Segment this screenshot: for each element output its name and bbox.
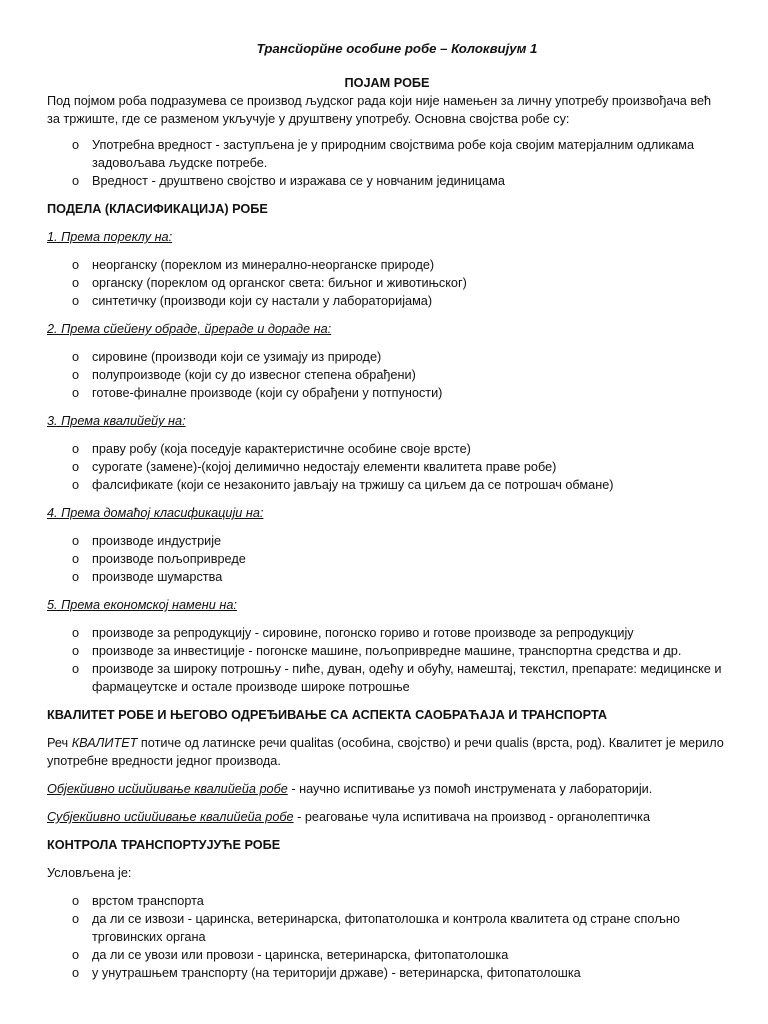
list-economic: [47, 624, 727, 696]
list-item: o у унутрашњем транспорту (на територији државе) - ветеринарска, фитопатолошка: [72, 966, 581, 980]
bullet-icon: o: [72, 386, 80, 400]
list-control: [47, 892, 727, 982]
bullet-icon: o: [72, 174, 80, 188]
section-heading-concept: ПОЈАМ РОБЕ: [344, 76, 430, 90]
bullet-icon: o: [72, 894, 80, 908]
bullet-icon: o: [72, 626, 80, 640]
bullet-icon: o: [72, 460, 80, 474]
list-item: o Употребна вредност - заступљена је у природним својствима робе која својим матерјалним одликама задовољава људске потребе.: [72, 138, 695, 170]
list-item: o праву робу (која поседује карактеристичне особине своје врсте): [72, 442, 471, 456]
bullet-icon: o: [72, 644, 80, 658]
subheading-origin: 1. Према пореклу на:: [47, 230, 173, 244]
bullet-icon: o: [72, 442, 80, 456]
list-item: o неорганску (пореклом из минерално-неорганске природе): [72, 258, 435, 272]
bullet-icon: o: [72, 570, 80, 584]
list-item: o сировине (производи који се узимају из природе): [72, 350, 382, 364]
list-item: o производе индустрије: [72, 534, 222, 548]
list-item: o производе за инвестиције - погонске машине, пољопривредне машине, транспортна средства и др.: [72, 644, 682, 658]
subheading-processing: 2. Према сйейену обраде, йрераде и дораде на:: [47, 322, 332, 336]
list-processing: [47, 348, 727, 402]
list-quality: [47, 440, 727, 494]
bullet-icon: o: [72, 478, 80, 492]
list-item: o готове-финалне производе (који су обрађени у потпуности): [72, 386, 443, 400]
list-item: o да ли се извози - царинска, ветеринарска, фитопатолошка и контрола квалитета од стране спољно трговинских органа: [72, 912, 680, 944]
paragraph-subjective-testing: Субјекйивно исйийивање квалийейа робе - реаговање чула испитивача на производ - органолептичка: [47, 810, 651, 824]
paragraph-quality-definition: Реч КВАЛИТЕТ потиче од латинске речи qualitas (особина, својство) и речи qualis (врста, род). Квалитет је мерило употребне вредности једног производа.: [47, 736, 724, 768]
bullet-icon: o: [72, 912, 80, 926]
list-item: o да ли се увози или провози - царинска, ветеринарска, фитопатолошка: [72, 948, 509, 962]
document-page: [47, 40, 727, 992]
paragraph-intro: Под појмом роба подразумева се производ људског рада који није намењен за личну употребу произвођача већ за тржиште, где се разменом укључује у друштвену употребу. Основна својства робе су:: [47, 94, 712, 126]
bullet-icon: o: [72, 966, 80, 980]
list-item: o фалсификате (који се незаконито јављају на тржишу са циљем да се потрошач обмане): [72, 478, 614, 492]
section-heading-control: КОНТРОЛА ТРАНСПОРТУЈУЋЕ РОБЕ: [47, 838, 281, 852]
list-item: o производе за широку потрошњу - пиће, дуван, одећу и обућу, намештај, текстил, препарате: медицинске и фармацеутске и остале производе широке потрошње: [72, 662, 722, 694]
bullet-icon: o: [72, 948, 80, 962]
bullet-icon: o: [72, 138, 80, 152]
bullet-icon: o: [72, 258, 80, 272]
bullet-icon: o: [72, 534, 80, 548]
section-heading-quality: КВАЛИТЕТ РОБЕ И ЊЕГОВО ОДРЕЂИВАЊЕ СА АСПЕКТА САОБРАЋАЈА И ТРАНСПОРТА: [47, 708, 608, 722]
list-item: o производе за репродукцију - сировине, погонско гориво и готове производе за репродукцију: [72, 626, 634, 640]
list-item: o полупроизводе (који су до извесног степена обрађени): [72, 368, 416, 382]
list-item: o производе пољопривреде: [72, 552, 246, 566]
list-domestic: [47, 532, 727, 586]
bullet-icon: o: [72, 294, 80, 308]
list-item: o врстом транспорта: [72, 894, 204, 908]
subheading-economic: 5. Према економској намени на:: [47, 598, 237, 612]
list-item: o производе шумарства: [72, 570, 223, 584]
paragraph-objective-testing: Објекйивно исйийивање квалийейа робе - научно испитивање уз помоћ инструмената у лабораторији.: [47, 782, 653, 796]
list-origin: [47, 256, 727, 310]
list-item: o Вредност - друштвено својство и изражава се у новчаним јединицама: [72, 174, 505, 188]
bullet-icon: o: [72, 662, 80, 676]
bullet-icon: o: [72, 350, 80, 364]
subheading-quality: 3. Према квалийейу на:: [47, 414, 186, 428]
list-item: o синтетичку (производи који су настали у лабораторијама): [72, 294, 433, 308]
section-heading-classification: ПОДЕЛА (КЛАСИФИКАЦИЈА) РОБЕ: [47, 202, 268, 216]
bullet-icon: o: [72, 368, 80, 382]
subheading-domestic: 4. Према домаћој класификацији на:: [47, 506, 264, 520]
list-basic-properties: [47, 136, 727, 190]
paragraph-conditioned: Условљена је:: [47, 866, 132, 880]
bullet-icon: o: [72, 552, 80, 566]
list-item: o органску (пореклом од органског света: биљног и животињског): [72, 276, 467, 290]
list-item: o сурогате (замене)-(којој делимично недостају елементи квалитета праве робе): [72, 460, 557, 474]
bullet-icon: o: [72, 276, 80, 290]
document-title: Трансйорйне особине робе – Колоквијум 1: [256, 41, 538, 56]
